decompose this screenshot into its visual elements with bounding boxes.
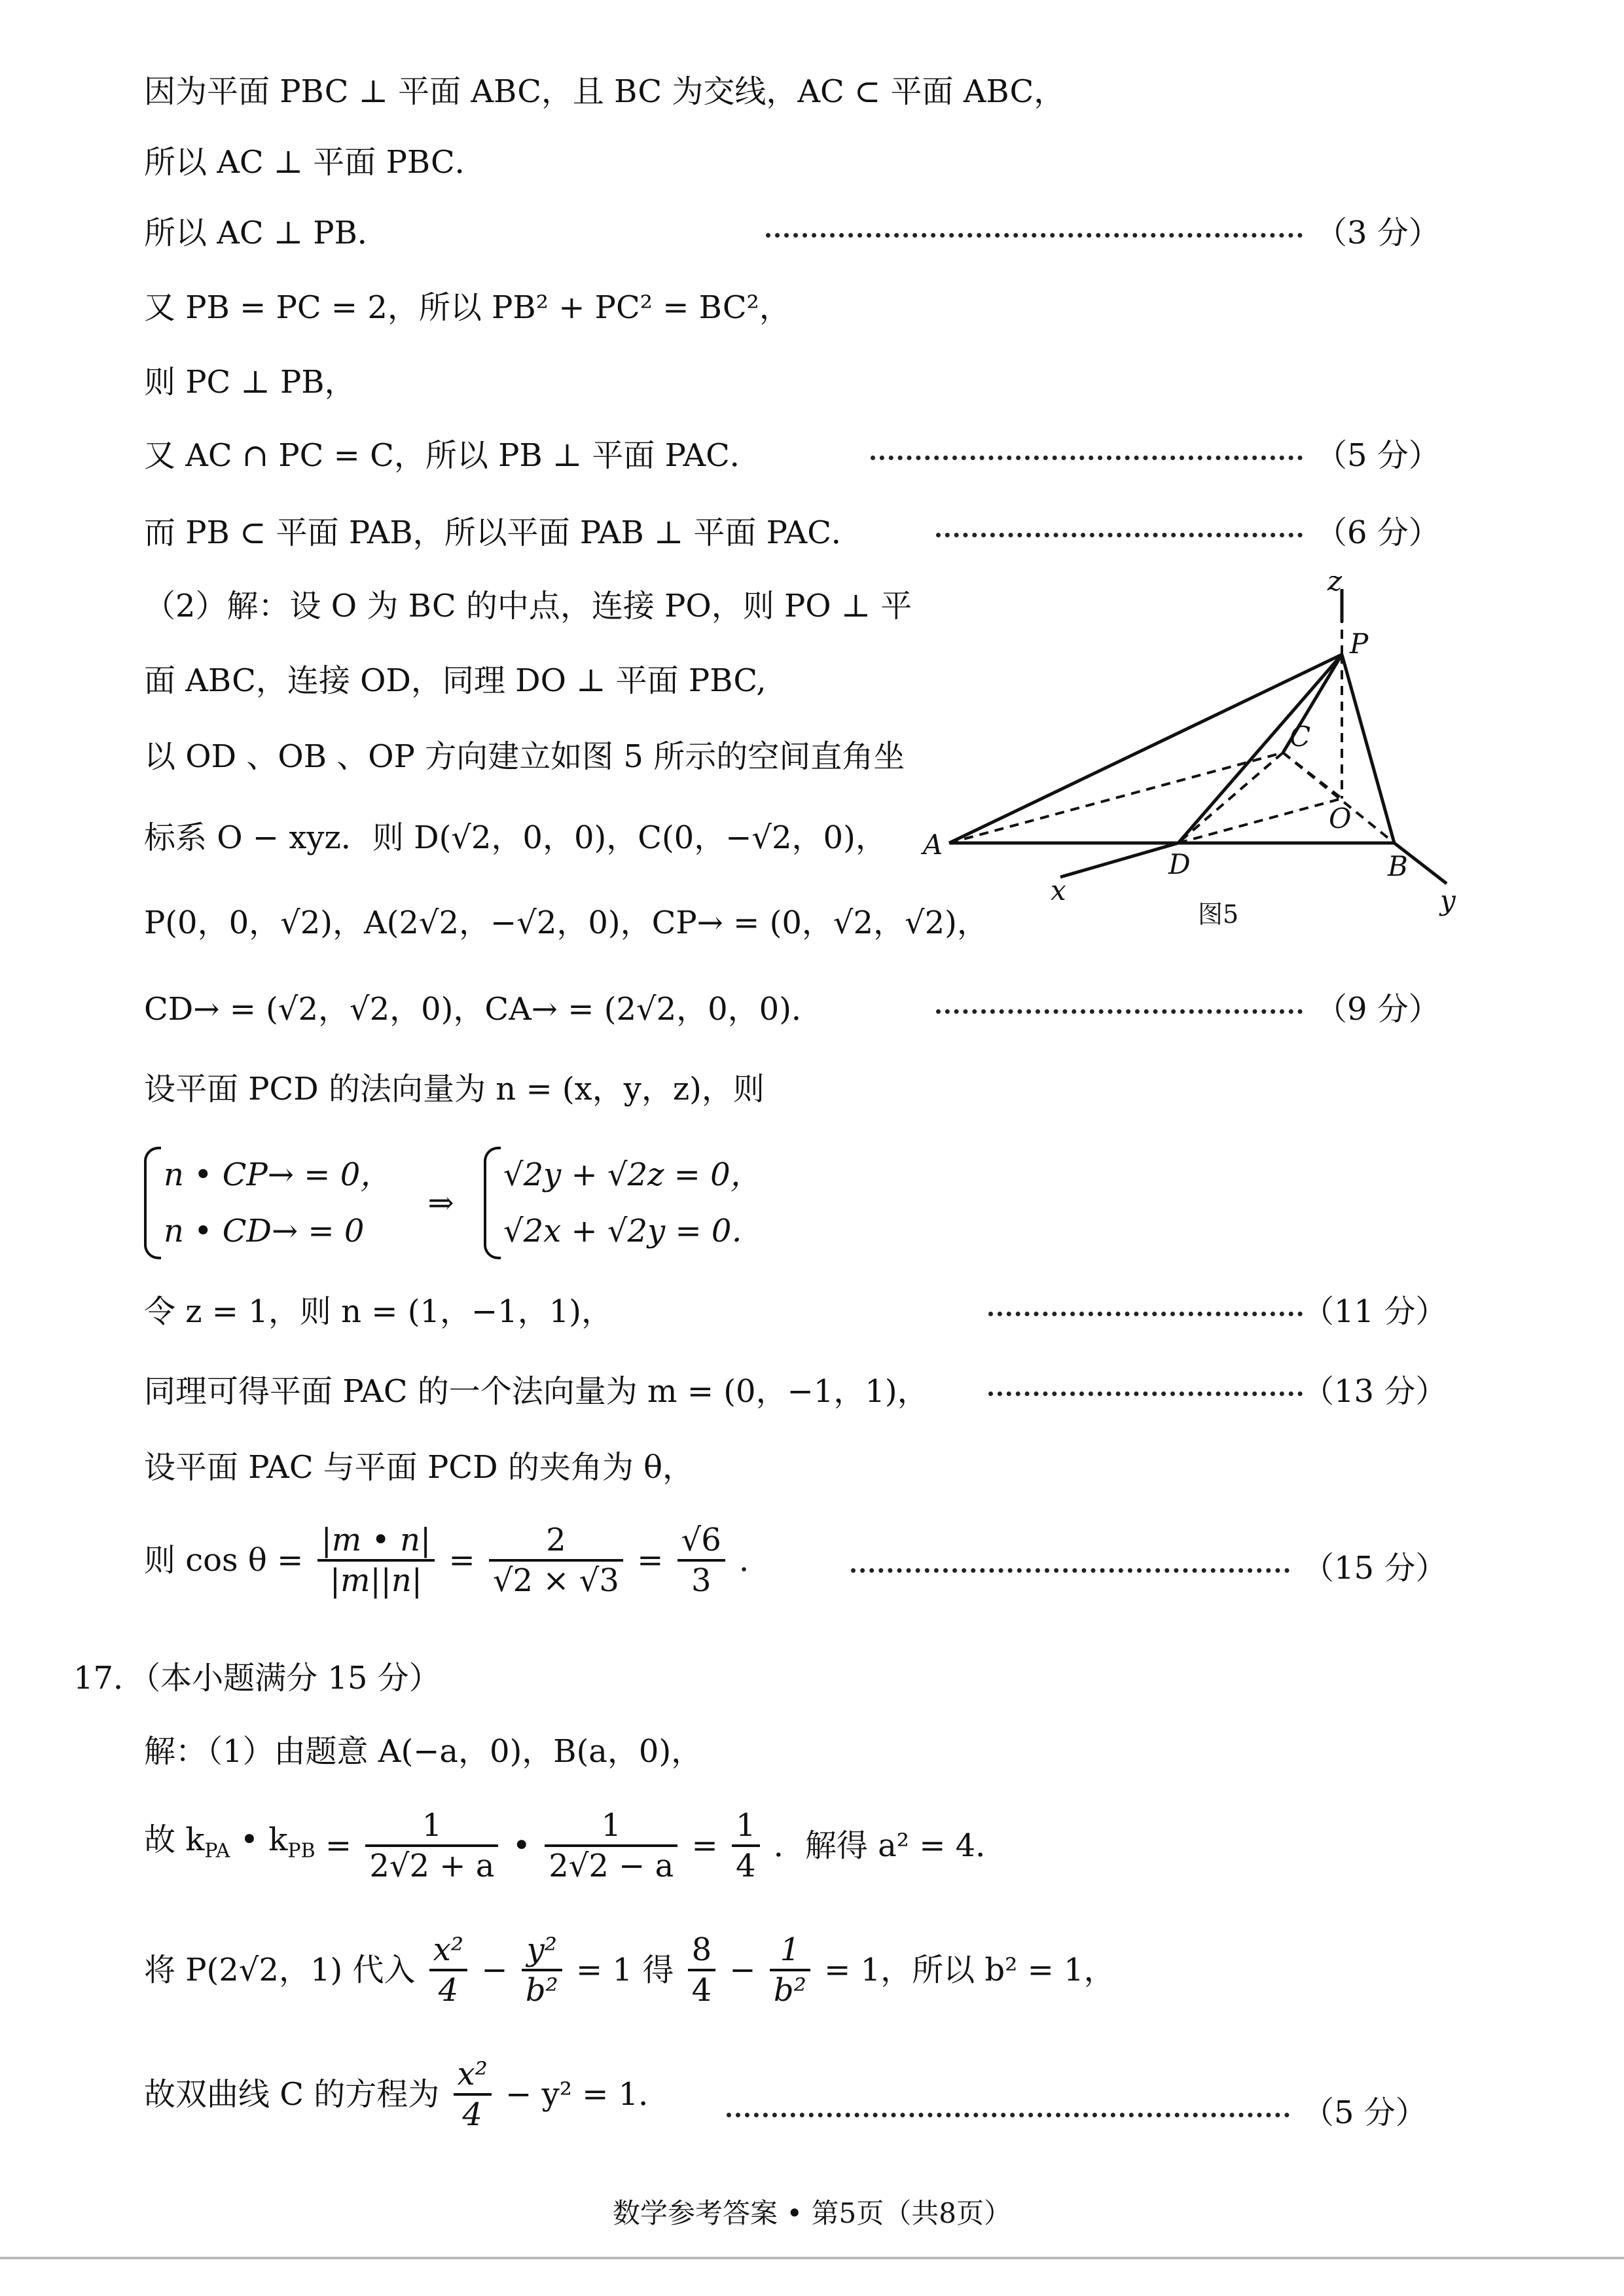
slope-equation [144, 1806, 1007, 1885]
label-b: B [1388, 850, 1408, 882]
label-a: A [923, 829, 943, 861]
equation-tail: − y² = 1． [505, 2076, 670, 2113]
text-line: 设平面 PAC 与平面 PCD 的夹角为 θ， [144, 1449, 694, 1486]
numerator: 1 [545, 1806, 677, 1847]
score-mark: （11 分） [1303, 1293, 1447, 1330]
fraction [688, 1931, 716, 2009]
denominator: √2 × √3 [492, 1562, 619, 1599]
fraction [677, 1521, 725, 1600]
fraction [770, 1931, 810, 2009]
text-line: 令 z = 1，则 n = (1，−1，1)， [144, 1293, 613, 1330]
equation-tail: ．解得 a² = 4． [773, 1827, 1007, 1864]
text-line: 而 PB ⊂ 平面 PAB，所以平面 PAB ⊥ 平面 PAC． [144, 514, 863, 551]
dotted-leader [988, 1312, 1303, 1316]
score-mark: （6 分） [1316, 514, 1440, 551]
question-heading: 17．（本小题满分 15 分） [73, 1660, 441, 1696]
text-line: 则 PC ⊥ PB， [144, 364, 356, 401]
numerator: |m • n| [317, 1521, 435, 1562]
label-o: O [1329, 802, 1352, 834]
label-p: P [1350, 628, 1369, 660]
fraction [545, 1806, 677, 1885]
label-z: z [1327, 576, 1343, 597]
left-brace [484, 1147, 501, 1259]
system-row: √2x + √2y = 0． [503, 1213, 763, 1249]
subscript: PA [204, 1839, 230, 1863]
implies-arrow: ⇒ [427, 1185, 454, 1221]
equals-sign: = [637, 1542, 664, 1579]
page-footer: 数学参考答案 • 第5页（共8页） [613, 2197, 1011, 2229]
k-label: • k [230, 1821, 288, 1859]
score-mark: （3 分） [1316, 215, 1440, 251]
text-line: 标系 O − xyz．则 D(√2，0，0)，C(0，−√2，0)， [144, 819, 887, 856]
score-mark: （5 分） [1303, 2094, 1427, 2131]
text-line: 又 AC ∩ PC = C，所以 PB ⊥ 平面 PAC． [144, 437, 761, 474]
fraction [522, 1931, 562, 2009]
numerator: 2 [489, 1521, 623, 1562]
numerator: 1 [770, 1931, 810, 1971]
dotted-leader [727, 2113, 1290, 2117]
system-row: n • CP→ = 0， [164, 1157, 392, 1193]
text-line: （2）解：设 O 为 BC 的中点，连接 PO，则 PO ⊥ 平 [144, 588, 912, 624]
dot-operator: • [512, 1827, 531, 1864]
dotted-leader [871, 456, 1303, 460]
text-line: 所以 AC ⊥ PB． [144, 215, 389, 251]
numerator: √6 [677, 1521, 725, 1562]
text-line: 因为平面 PBC ⊥ 平面 ABC，且 BC 为交线，AC ⊂ 平面 ABC， [144, 73, 1066, 110]
equation-prefix: 将 P(2√2，1) 代入 [144, 1952, 416, 1988]
minus-sign: − [481, 1952, 508, 1988]
score-mark: （15 分） [1303, 1550, 1447, 1587]
system-left [144, 1147, 391, 1259]
score-mark: （9 分） [1316, 991, 1440, 1028]
edge-co [1283, 753, 1342, 798]
denominator: 3 [691, 1562, 712, 1599]
equals-sign: = [448, 1542, 475, 1579]
edge-ac [949, 753, 1283, 843]
dotted-leader [988, 1391, 1303, 1396]
system-row: n • CD→ = 0 [164, 1213, 365, 1249]
label-c: C [1290, 721, 1311, 753]
denominator: 4 [462, 2096, 482, 2133]
score-mark: （5 分） [1316, 437, 1440, 474]
substitution-equation [144, 1931, 1115, 2009]
numerator: x² [429, 1931, 467, 1971]
dotted-leader [936, 533, 1303, 537]
equation-system [144, 1147, 763, 1259]
subscript: PB [287, 1839, 316, 1863]
text-line: 又 PB = PC = 2，所以 PB² + PC² = BC²， [144, 289, 791, 326]
dotted-leader [936, 1009, 1303, 1014]
slope-prefix [144, 1821, 316, 1863]
denominator: b² [525, 1972, 558, 2009]
denominator: |m||n| [329, 1562, 422, 1599]
label-d: D [1168, 848, 1191, 880]
cos-equation [144, 1521, 770, 1600]
k-label: 故 k [144, 1821, 205, 1859]
fraction [732, 1806, 760, 1885]
dotted-leader [766, 233, 1303, 238]
denominator: 2√2 − a [549, 1848, 674, 1884]
text-line: 设平面 PCD 的法向量为 n = (x，y，z)，则 [144, 1071, 765, 1107]
equals-sign: = [691, 1827, 718, 1864]
system-row: √2y + √2z = 0， [503, 1157, 762, 1193]
text-line: 以 OD 、OB 、OP 方向建立如图 5 所示的空间直角坐 [144, 738, 905, 775]
denominator: b² [773, 1972, 806, 2009]
bottom-rule [0, 2257, 1624, 2259]
denominator: 2√2 + a [369, 1848, 495, 1884]
x-axis [1060, 843, 1178, 877]
edge-pd [1178, 655, 1342, 843]
numerator: x² [454, 2055, 492, 2096]
hyperbola-equation [144, 2055, 670, 2134]
fraction [489, 1521, 623, 1600]
numerator: 1 [365, 1806, 498, 1847]
cos-prefix: 则 cos θ = [144, 1542, 304, 1579]
left-brace [144, 1147, 161, 1259]
text-line: P(0，0，√2)，A(2√2，−√2，0)，CP→ = (0，√2，√2)， [144, 905, 988, 941]
denominator: 4 [736, 1848, 756, 1884]
numerator: y² [522, 1931, 562, 1971]
fraction [454, 2055, 492, 2134]
text-line: CD→ = (√2，√2，0)，CA→ = (2√2，0，0)． [144, 991, 823, 1028]
text-line: 面 ABC，连接 OD，同理 DO ⊥ 平面 PBC, [144, 662, 767, 699]
equals-sign: = [325, 1827, 352, 1864]
denominator: 4 [691, 1972, 712, 2009]
equation-tail: = 1，所以 b² = 1， [824, 1952, 1115, 1988]
figure-caption: 图5 [1198, 900, 1239, 929]
label-x: x [1051, 874, 1066, 906]
score-mark: （13 分） [1303, 1373, 1447, 1410]
period: ． [739, 1542, 771, 1579]
equation-middle: = 1 得 [576, 1952, 674, 1988]
label-y: y [1440, 884, 1456, 916]
fraction [429, 1931, 467, 2009]
edge-pa [949, 655, 1342, 843]
numerator: 1 [732, 1806, 760, 1847]
figure-5-diagram [916, 576, 1492, 942]
text-line: 同理可得平面 PAC 的一个法向量为 m = (0，−1，1)， [144, 1373, 929, 1410]
edge-do [1178, 798, 1342, 843]
minus-sign: − [729, 1952, 756, 1988]
fraction [317, 1521, 435, 1600]
dotted-leader [851, 1568, 1290, 1573]
text-line: 解：（1）由题意 A(−a，0)，B(a，0)， [144, 1733, 703, 1770]
fraction [365, 1806, 498, 1885]
numerator: 8 [688, 1931, 716, 1971]
text-line: 所以 AC ⊥ 平面 PBC． [144, 144, 486, 181]
denominator: 4 [438, 1972, 459, 2009]
system-right [484, 1147, 763, 1259]
equation-prefix: 故双曲线 C 的方程为 [144, 2076, 440, 2113]
